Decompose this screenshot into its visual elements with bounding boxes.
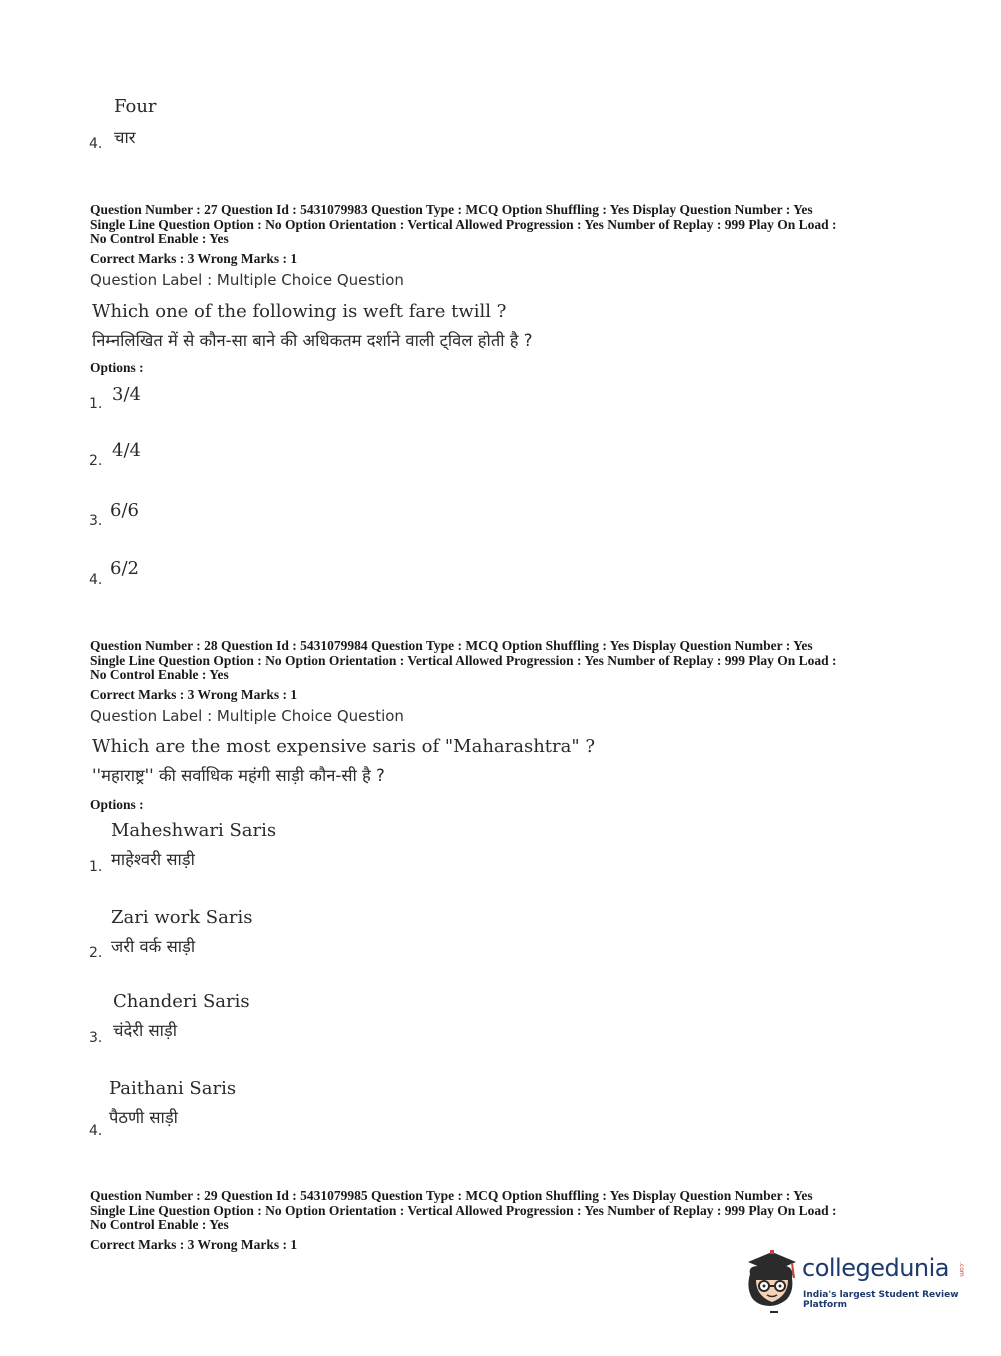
q27-option-2-number: 2. xyxy=(89,453,103,469)
q28-meta-line-3: No Control Enable : Yes xyxy=(90,667,229,682)
q28-option-2-number: 2. xyxy=(89,945,103,961)
q27-option-3-text: 6/6 xyxy=(110,500,139,521)
q27-option-3-number: 3. xyxy=(89,513,103,529)
q28-meta-line-1: Question Number : 28 Question Id : 5431079984 Question Type : MCQ Option Shuffling : Yes Display Question Number : Yes xyxy=(90,638,813,653)
q26-option-4-english: Four xyxy=(114,96,157,117)
q28-meta-line-2: Single Line Question Option : No Option Orientation : Vertical Allowed Progression : Yes Number of Replay : 999 Play On Load : xyxy=(90,653,837,668)
logo-tagline: India's largest Student Review Platform xyxy=(803,1290,959,1310)
q27-option-1-text: 3/4 xyxy=(112,384,141,405)
q28-option-3-english: Chanderi Saris xyxy=(113,991,250,1012)
q28-option-1-number: 1. xyxy=(89,859,103,875)
q28-option-4-number: 4. xyxy=(89,1123,103,1139)
q29-meta-line-1: Question Number : 29 Question Id : 5431079985 Question Type : MCQ Option Shuffling : Yes Display Question Number : Yes xyxy=(90,1188,813,1203)
q27-option-2-text: 4/4 xyxy=(112,440,141,461)
q27-question-text-hindi: निम्नलिखित में से कौन-सा बाने की अधिकतम दर्शाने वाली ट्विल होती है ? xyxy=(92,331,533,350)
q27-marks: Correct Marks : 3 Wrong Marks : 1 xyxy=(90,251,298,266)
q28-option-1-english: Maheshwari Saris xyxy=(111,820,277,841)
q27-question-text-english: Which one of the following is weft fare twill ? xyxy=(92,301,507,322)
logo-wordmark: collegedunia xyxy=(802,1254,950,1282)
q28-question-text-english: Which are the most expensive saris of "Maharashtra" ? xyxy=(92,736,596,757)
q28-option-2-hindi: जरी वर्क साड़ी xyxy=(111,937,196,956)
collegedunia-logo xyxy=(740,1248,970,1318)
q29-meta-line-3: No Control Enable : Yes xyxy=(90,1217,229,1232)
q27-meta-line-3: No Control Enable : Yes xyxy=(90,231,229,246)
q28-question-label: Question Label : Multiple Choice Question xyxy=(90,707,404,725)
q26-option-4-number: 4. xyxy=(89,136,103,152)
q29-marks: Correct Marks : 3 Wrong Marks : 1 xyxy=(90,1237,298,1252)
q29-meta-line-2: Single Line Question Option : No Option Orientation : Vertical Allowed Progression : Yes Number of Replay : 999 Play On Load : xyxy=(90,1203,837,1218)
q26-option-4-hindi: चार xyxy=(114,128,136,147)
logo-dotcom: .com xyxy=(958,1262,965,1277)
q28-option-3-hindi: चंदेरी साड़ी xyxy=(113,1021,178,1040)
q27-question-label: Question Label : Multiple Choice Question xyxy=(90,271,404,289)
q27-meta-line-1: Question Number : 27 Question Id : 5431079983 Question Type : MCQ Option Shuffling : Yes Display Question Number : Yes xyxy=(90,202,813,217)
q27-option-4-text: 6/2 xyxy=(110,558,139,579)
q28-options-heading: Options : xyxy=(90,797,144,812)
q28-option-3-number: 3. xyxy=(89,1030,103,1046)
q27-meta-line-2: Single Line Question Option : No Option Orientation : Vertical Allowed Progression : Yes Number of Replay : 999 Play On Load : xyxy=(90,217,837,232)
q28-question-text-hindi: ''महाराष्ट्र'' की सर्वाधिक महंगी साड़ी कौन-सी है ? xyxy=(92,766,385,785)
q28-option-2-english: Zari work Saris xyxy=(111,907,253,928)
q27-option-4-number: 4. xyxy=(89,572,103,588)
q28-option-4-hindi: पैठणी साड़ी xyxy=(109,1108,178,1127)
q27-option-1-number: 1. xyxy=(89,396,103,412)
mascot-icon xyxy=(740,1248,800,1318)
q28-marks: Correct Marks : 3 Wrong Marks : 1 xyxy=(90,687,298,702)
q27-options-heading: Options : xyxy=(90,360,144,375)
q28-option-4-english: Paithani Saris xyxy=(109,1078,237,1099)
q28-option-1-hindi: माहेश्वरी साड़ी xyxy=(111,850,195,869)
